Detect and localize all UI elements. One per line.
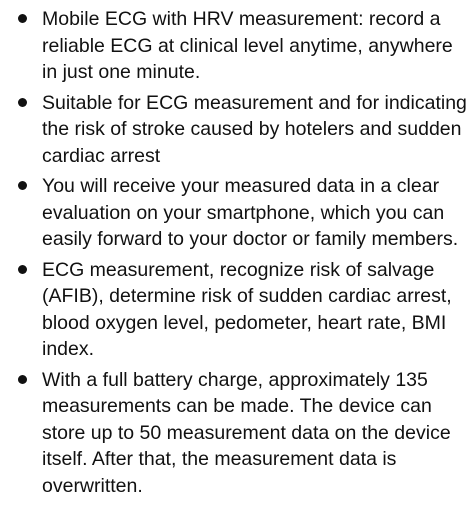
bullet-text: Suitable for ECG measurement and for indicating the risk of stroke caused by hotelers and sudden cardiac arrest xyxy=(42,91,467,167)
bullet-item-hrv xyxy=(0,6,476,86)
bullet-item-battery xyxy=(0,367,476,500)
bullet-text: Mobile ECG with HRV measurement: record a reliable ECG at clinical level anytime, anywhere in just one minute. xyxy=(42,8,453,83)
bullet-dot-icon xyxy=(18,181,27,190)
bullet-dot-icon xyxy=(18,375,27,384)
bullet-dot-icon xyxy=(18,98,27,107)
bullet-dot-icon xyxy=(18,265,27,274)
bullet-item-smartphone xyxy=(0,173,476,253)
bullet-item-measurements xyxy=(0,257,476,363)
bullet-text: ECG measurement, recognize risk of salvage (AFIB), determine risk of sudden cardiac arrest, blood oxygen level, pedometer, heart rate, BMI index. xyxy=(42,258,452,360)
bullet-text: With a full battery charge, approximately 135 measurements can be made. The device can store up to 50 measurement data on the device itself. After that, the measurement data is overwritten. xyxy=(42,368,451,497)
feature-bullet-list xyxy=(0,6,476,503)
bullet-text: You will receive your measured data in a clear evaluation on your smartphone, which you can easily forward to your doctor or family members. xyxy=(42,175,459,250)
bullet-dot-icon xyxy=(18,14,27,23)
bullet-item-stroke-risk xyxy=(0,90,476,170)
